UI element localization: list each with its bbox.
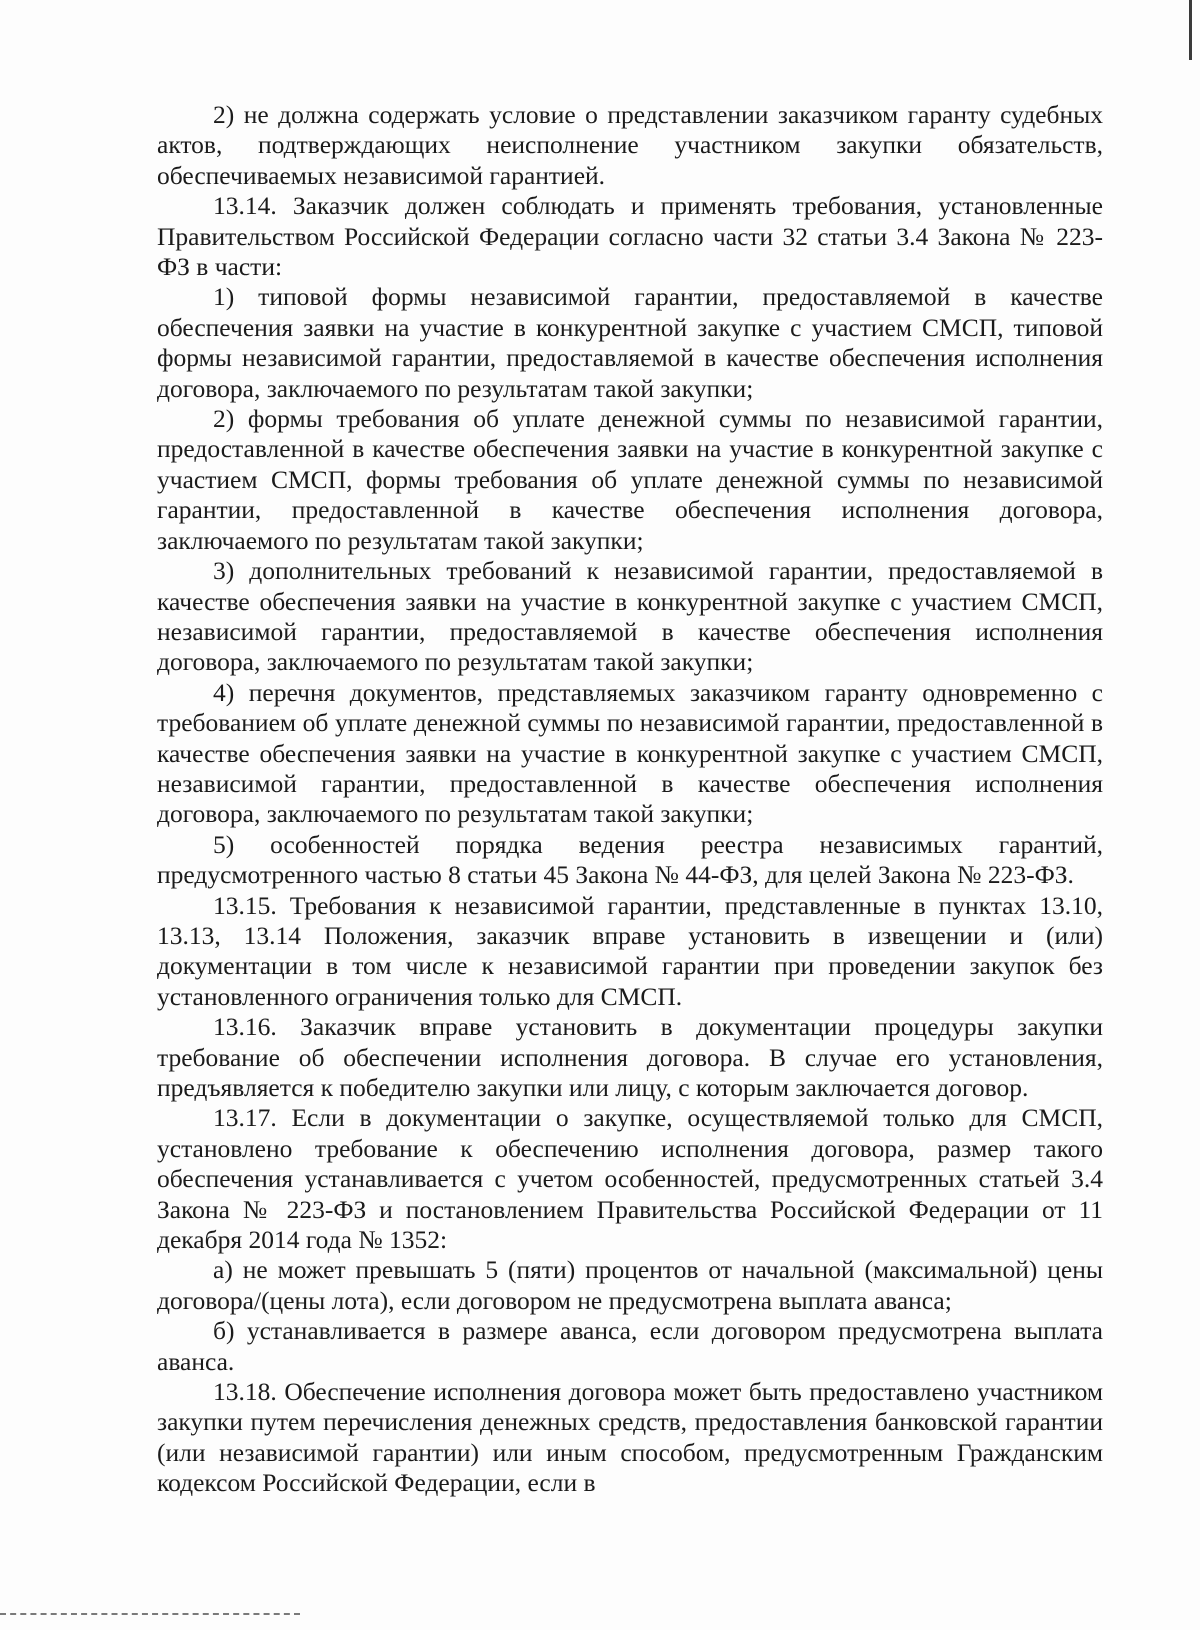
- paragraph-13-14-item-1: 1) типовой формы независимой гарантии, предоставляемой в качестве обеспечения заявки на участие в конкурентной закупке с участием СМСП, типовой формы независимой гарантии, предоставляемой в качестве обеспечения исполнения договора, заключаемого по результатам такой закупки;: [157, 282, 1103, 403]
- paragraph-13-14-item-3: 3) дополнительных требований к независимой гарантии, предоставляемой в качестве обеспечения заявки на участие в конкурентной закупке с участием СМСП, независимой гарантии, предоставляемой в качестве обеспечения исполнения договора, заключаемого по результатам такой закупки;: [157, 556, 1103, 677]
- paragraph-13-14-item-4: 4) перечня документов, представляемых заказчиком гаранту одновременно с требованием об уплате денежной суммы по независимой гарантии, предоставленной в качестве обеспечения заявки на участие в конкурентной закупке с участием СМСП, независимой гарантии, предоставленной в качестве обеспечения исполнения договора, заключаемого по результатам такой закупки;: [157, 677, 1103, 829]
- paragraph-13-18: 13.18. Обеспечение исполнения договора может быть предоставлено участником закупки путем перечисления денежных средств, предоставления банковской гарантии (или независимой гарантии) или иным способом, предусмотренным Гражданским кодексом Российской Федерации, если в: [157, 1377, 1103, 1498]
- scan-edge-mark: [1189, 0, 1192, 60]
- paragraph-13-14: 13.14. Заказчик должен соблюдать и применять требования, установленные Правительством Российской Федерации согласно части 32 статьи 3.4 Закона № 223-ФЗ в части:: [157, 191, 1103, 282]
- paragraph-13-16: 13.16. Заказчик вправе установить в документации процедуры закупки требование об обеспечении исполнения договора. В случае его установления, предъявляется к победителю закупки или лицу, с которым заключается договор.: [157, 1012, 1103, 1102]
- paragraph-13-15: 13.15. Требования к независимой гарантии, представленные в пунктах 13.10, 13.13, 13.14 Положения, заказчик вправе установить в извещении и (или) документации в том числе к независимой гарантии при проведении закупок без установленного ограничения только для СМСП.: [157, 890, 1103, 1011]
- paragraph-item-2-clause: 2) не должна содержать условие о представлении заказчиком гаранту судебных актов, подтверждающих неисполнение участником закупки обязательств, обеспечиваемых независимой гарантией.: [157, 100, 1103, 190]
- paragraph-13-17-item-b: б) устанавливается в размере аванса, если договором предусмотрена выплата аванса.: [157, 1316, 1103, 1376]
- paragraph-13-14-item-2: 2) формы требования об уплате денежной суммы по независимой гарантии, предоставленной в качестве обеспечения заявки на участие в конкурентной закупке с участием СМСП, формы требования об уплате денежной суммы по независимой гарантии, предоставленной в качестве обеспечения исполнения договора, заключаемого по результатам такой закупки;: [157, 404, 1103, 555]
- paragraph-13-17-item-a: а) не может превышать 5 (пяти) процентов от начальной (максимальной) цены договора/(цены лота), если договором не предусмотрена выплата аванса;: [157, 1255, 1103, 1315]
- paragraph-13-17: 13.17. Если в документации о закупке, осуществляемой только для СМСП, установлено требование к обеспечению исполнения договора, размер такого обеспечения устанавливается с учетом особенностей, предусмотренных статьей 3.4 Закона № 223-ФЗ и постановлением Правительства Российской Федерации от 11 декабря 2014 года № 1352:: [157, 1103, 1103, 1255]
- scan-bottom-dashed-line: [0, 1613, 300, 1615]
- document-body: [157, 100, 1103, 1499]
- paragraph-13-14-item-5: 5) особенностей порядка ведения реестра независимых гарантий, предусмотренного частью 8 статьи 45 Закона № 44-ФЗ, для целей Закона № 223-ФЗ.: [157, 829, 1103, 890]
